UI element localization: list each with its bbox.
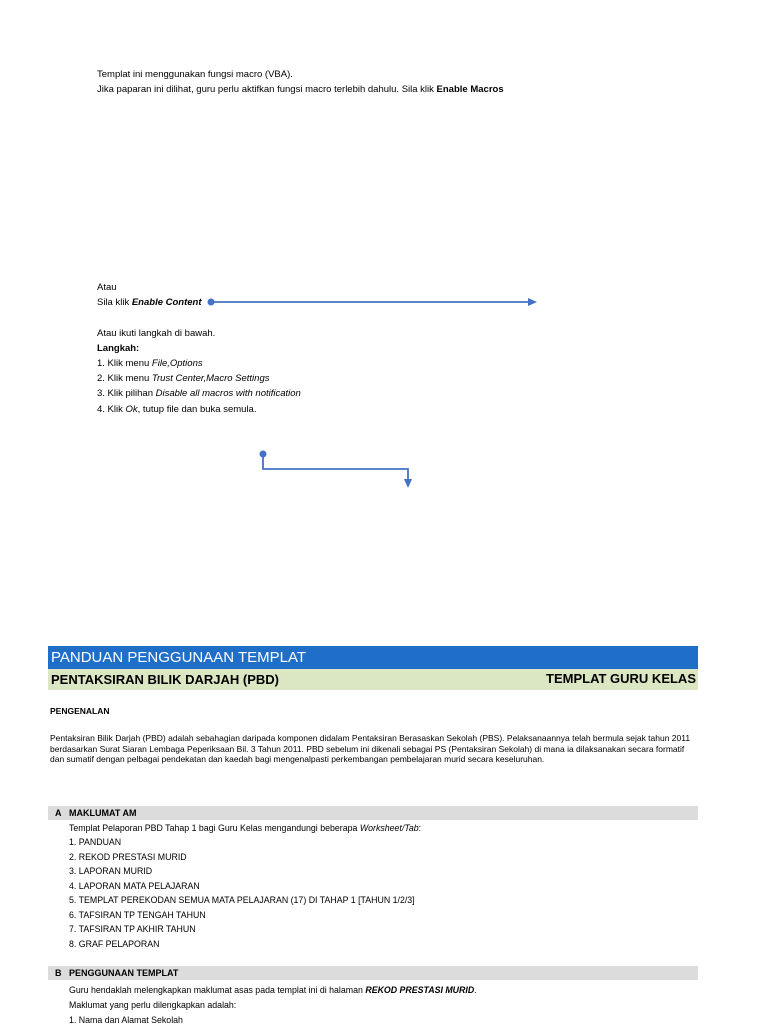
list-item: 7. TAFSIRAN TP AKHIR TAHUN bbox=[69, 924, 196, 934]
list-item: 4. LAPORAN MATA PELAJARAN bbox=[69, 880, 200, 891]
pengenalan-heading: PENGENALAN bbox=[50, 706, 110, 716]
section-b-bar bbox=[48, 966, 698, 980]
atau-label: Atau bbox=[97, 282, 117, 293]
section-b-line-2: Maklumat yang perlu dilengkapkan adalah: bbox=[69, 1000, 237, 1010]
enable-content-arrow bbox=[208, 298, 538, 306]
list-item: 8. GRAF PELAPORAN bbox=[69, 938, 160, 949]
section-a-intro-text: Templat Pelaporan PBD Tahap 1 bagi Guru Kelas mengandungi beberapa bbox=[69, 823, 360, 833]
guide-title: PANDUAN PENGGUNAAN TEMPLAT bbox=[51, 649, 307, 666]
pengenalan-body: Pentaksiran Bilik Darjah (PBD) adalah sebahagian daripada komponen didalam Pentaksiran Berasaskan Sekolah (PBS). Pelaksanaannya telah bermula sejak tahun 2011 berdasarkan Surat Siaran Lembaga Peperiksaan Bil. 3 Tahun 2011. PBD sebelum ini dikenali sebagai PS (Pentaksiran Sekolah) di mana ia dilaksanakan secara formatif dan sumatif dengan pelbagai pendekatan dan kaedah bagi mengenalpasti perkembangan pembelajaran murid secara keseluruhan. bbox=[50, 733, 691, 764]
section-a-intro bbox=[69, 821, 421, 836]
section-a-title: MAKLUMAT AM bbox=[69, 808, 137, 818]
step-3-text: 3. Klik pilihan bbox=[97, 388, 156, 399]
step-4-text: 4. Klik bbox=[97, 404, 126, 415]
section-a-intro-suffix: : bbox=[418, 823, 422, 833]
section-a-intro-italic: Worksheet/Tab bbox=[359, 823, 419, 833]
guide-subtitle: PENTAKSIRAN BILIK DARJAH (PBD) bbox=[51, 672, 279, 687]
langkah-heading: Langkah: bbox=[97, 343, 140, 354]
step-2-text: 2. Klik menu bbox=[97, 373, 152, 384]
step-4-italic: Ok bbox=[125, 404, 138, 415]
section-b-title: PENGGUNAAN TEMPLAT bbox=[69, 968, 179, 978]
step-3-italic: Disable all macros with notification bbox=[155, 388, 301, 399]
section-b-line-1-text: Guru hendaklah melengkapkan maklumat asas pada templat ini di halaman bbox=[69, 985, 366, 995]
list-item: 1. PANDUAN bbox=[69, 837, 122, 847]
step-1-text: 1. Klik menu bbox=[97, 358, 152, 369]
section-a-bar bbox=[48, 806, 698, 820]
intro-line-1: Templat ini menggunakan fungsi macro (VBA). bbox=[97, 69, 293, 80]
template-type-label: TEMPLAT GURU KELAS bbox=[546, 671, 696, 686]
elbow-arrow bbox=[260, 451, 413, 489]
section-b-line-1-suffix: . bbox=[474, 985, 477, 995]
section-a-letter: A bbox=[55, 808, 62, 818]
section-b-item-1: 1. Nama dan Alamat Sekolah bbox=[69, 1015, 183, 1025]
step-2-italic: Trust Center,Macro Settings bbox=[151, 373, 270, 384]
intro-line-2-text: Jika paparan ini dilihat, guru perlu aktifkan fungsi macro terlebih dahulu. Sila klik bbox=[97, 84, 437, 95]
step-1-italic: File,Options bbox=[151, 358, 203, 369]
section-b-letter: B bbox=[55, 968, 62, 978]
section-b-line-1 bbox=[69, 983, 477, 998]
guide-title-bar bbox=[48, 646, 698, 669]
list-item: 2. REKOD PRESTASI MURID bbox=[69, 851, 187, 862]
ikuti-langkah-text: Atau ikuti langkah di bawah. bbox=[97, 328, 216, 339]
rekod-prestasi-label: REKOD PRESTASI MURID bbox=[365, 985, 475, 995]
worksheet-list bbox=[69, 835, 415, 951]
list-item: 5. TEMPLAT PEREKODAN SEMUA MATA PELAJARAN (17) DI TAHAP 1 [TAHUN 1/2/3] bbox=[69, 895, 415, 905]
step-4-suffix: , tutup file dan buka semula. bbox=[137, 404, 257, 415]
enable-macros-label: Enable Macros bbox=[436, 84, 504, 95]
list-item: 6. TAFSIRAN TP TENGAH TAHUN bbox=[69, 909, 206, 920]
list-item: 3. LAPORAN MURID bbox=[69, 866, 153, 876]
sila-klik-text: Sila klik bbox=[97, 297, 132, 308]
enable-content-label: Enable Content bbox=[131, 297, 202, 308]
guide-subtitle-bar bbox=[48, 669, 698, 690]
